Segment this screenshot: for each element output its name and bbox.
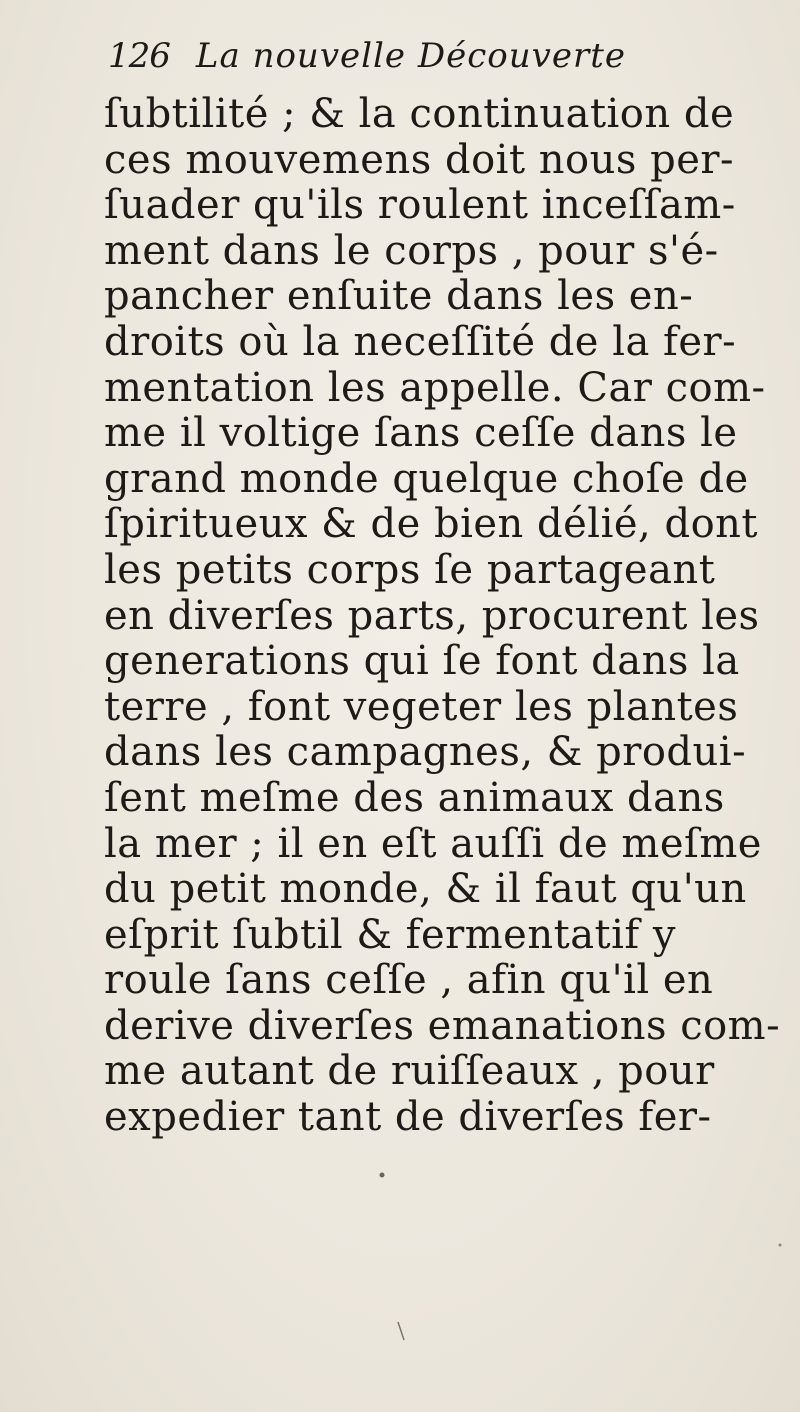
text-line: droits où la neceſſité de la fer- xyxy=(104,318,737,365)
text-line: me il voltige ſans ceſſe dans le xyxy=(104,410,738,457)
body-text xyxy=(104,92,794,1141)
text-line: ſubtilité ; & la continuation de xyxy=(104,91,735,137)
text-line: terre , font vegeter les plantes xyxy=(104,683,739,730)
text-line: ſuader qu'ils roulent inceſſam- xyxy=(104,182,736,229)
text-line: du petit monde, & il faut qu'un xyxy=(104,866,747,913)
text-line: ces mouvemens doit nous per- xyxy=(104,136,734,183)
running-title: La nouvelle Découverte xyxy=(195,36,626,76)
text-line: ment dans le corps , pour s'é- xyxy=(104,227,719,274)
running-head xyxy=(108,36,626,86)
text-line: generations qui ſe font dans la xyxy=(104,638,740,685)
text-line: eſprit ſubtil & fermentatif y xyxy=(104,911,677,958)
text-line: derive diverſes emanations com- xyxy=(104,1002,781,1049)
text-line: expedier tant de diverſes fer- xyxy=(104,1094,712,1141)
text-line: mentation les appelle. Car com- xyxy=(104,364,766,411)
text-line: grand monde quelque choſe de xyxy=(104,455,749,502)
text-line: roule ſans ceſſe , afin qu'il en xyxy=(104,957,714,1004)
text-line: la mer ; il en eſt auſſi de meſme xyxy=(104,820,762,867)
text-line: en diverſes parts, procurent les xyxy=(104,592,760,639)
text-line: ſpiritueux & de bien délié, dont xyxy=(104,501,759,548)
text-line: pancher enſuite dans les en- xyxy=(104,273,694,320)
page-number: 126 xyxy=(108,36,170,76)
text-line: me autant de ruiſſeaux , pour xyxy=(104,1048,715,1095)
text-line: ſent meſme des animaux dans xyxy=(104,774,725,821)
text-line: dans les campagnes, & produi- xyxy=(104,729,747,776)
text-line: les petits corps ſe partageant xyxy=(104,546,716,593)
